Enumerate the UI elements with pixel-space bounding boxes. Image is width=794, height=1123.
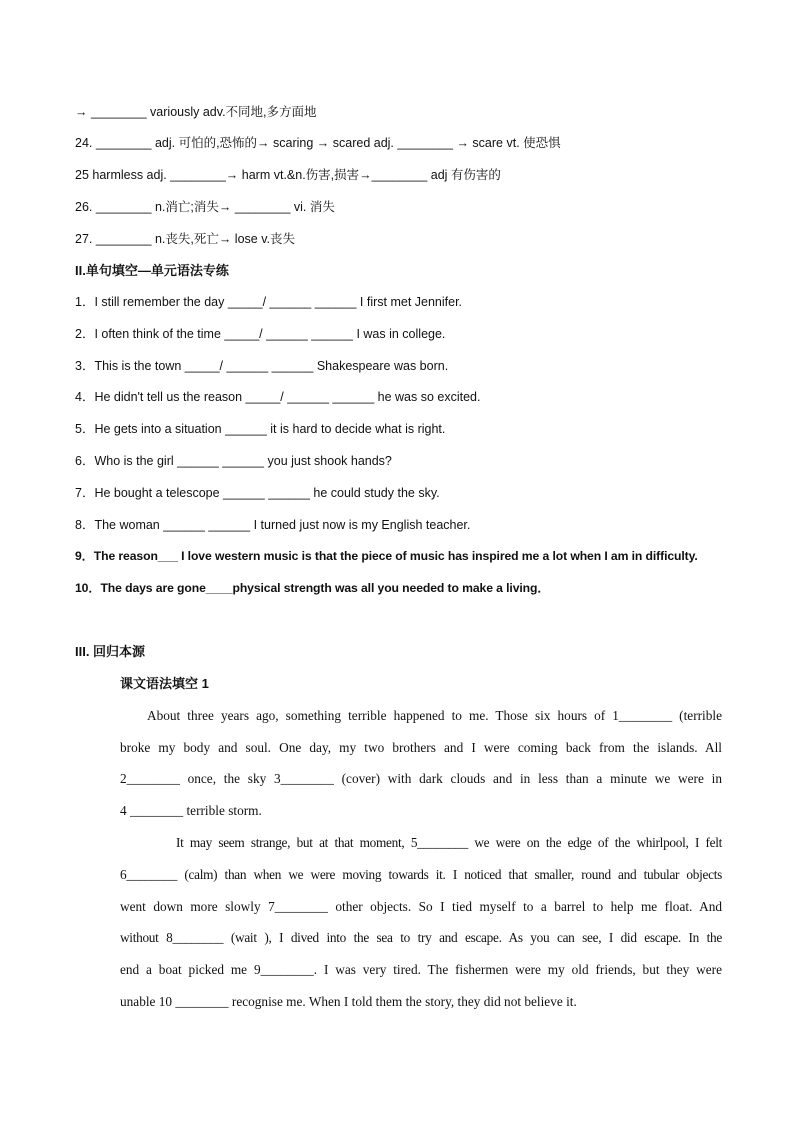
exercise-item: 2．I often think of the time _____/ ______ ______ I was in college. — [75, 327, 446, 341]
vocab-line: 27. ________ n.丧失,死亡→ lose v.丧失 — [75, 232, 296, 246]
exercise-item: 9．The reason___ I love western music is that the piece of music has inspired me a lot when I am in difficulty. — [75, 549, 698, 563]
exercise-item: 4．He didn't tell us the reason _____/ ______ ______ he was so excited. — [75, 390, 481, 404]
paragraph-line: It may seem strange, but at that moment, 5________ we were on the edge of the whirlpool, I felt — [176, 835, 722, 850]
paragraph-line: About three years ago, something terrible happened to me. Those six hours of 1________ (terrible — [147, 708, 722, 723]
paragraph-line: 4 ________ terrible storm. — [120, 803, 262, 818]
section-3-subtitle: 课文语法填空 1 — [120, 676, 209, 691]
vocab-line: → ________ variously adv.不同地,多方面地 — [75, 105, 317, 119]
paragraph-line: 6________ (calm) than when we were moving towards it. I noticed that smaller, round and tubular objects — [120, 867, 722, 882]
paragraph-line: unable 10 ________ recognise me. When I told them the story, they did not believe it. — [120, 994, 577, 1009]
exercise-item: 8．The woman ______ ______ I turned just now is my English teacher. — [75, 518, 471, 532]
paragraph-line: went down more slowly 7________ other objects. So I tied myself to a barrel to help me float. And — [120, 899, 722, 914]
section-2-title: II.单句填空—单元语法专练 — [75, 263, 229, 278]
exercise-item: 5．He gets into a situation ______ it is hard to decide what is right. — [75, 422, 446, 436]
paragraph-line: end a boat picked me 9________. I was very tired. The fishermen were my old friends, but they were — [120, 962, 722, 977]
exercise-item: 3．This is the town _____/ ______ ______ Shakespeare was born. — [75, 359, 449, 373]
vocab-line: 26. ________ n.消亡;消失→ ________ vi. 消失 — [75, 200, 335, 214]
paragraph-line: without 8________ (wait ), I dived into the sea to try and escape. As you can see, I did escape. In the — [120, 930, 722, 945]
paragraph-line: 2________ once, the sky 3________ (cover) with dark clouds and in less than a minute we were in — [120, 771, 722, 786]
exercise-item: 6．Who is the girl ______ ______ you just shook hands? — [75, 454, 392, 468]
vocab-line: 24. ________ adj. 可怕的,恐怖的→ scaring → scared adj. ________ → scare vt. 使恐惧 — [75, 136, 561, 150]
exercise-item: 1．I still remember the day _____/ ______ ______ I first met Jennifer. — [75, 295, 463, 309]
paragraph-line: broke my body and soul. One day, my two brothers and I were coming back from the islands. All — [120, 740, 722, 755]
vocab-line: 25 harmless adj. ________→ harm vt.&n.伤害,损害→________ adj 有伤害的 — [75, 168, 501, 182]
exercise-item: 10．The days are gone____physical strength was all you needed to make a living． — [75, 581, 550, 595]
section-3-title: III. 回归本源 — [75, 644, 146, 659]
exercise-item: 7．He bought a telescope ______ ______ he could study the sky. — [75, 486, 440, 500]
